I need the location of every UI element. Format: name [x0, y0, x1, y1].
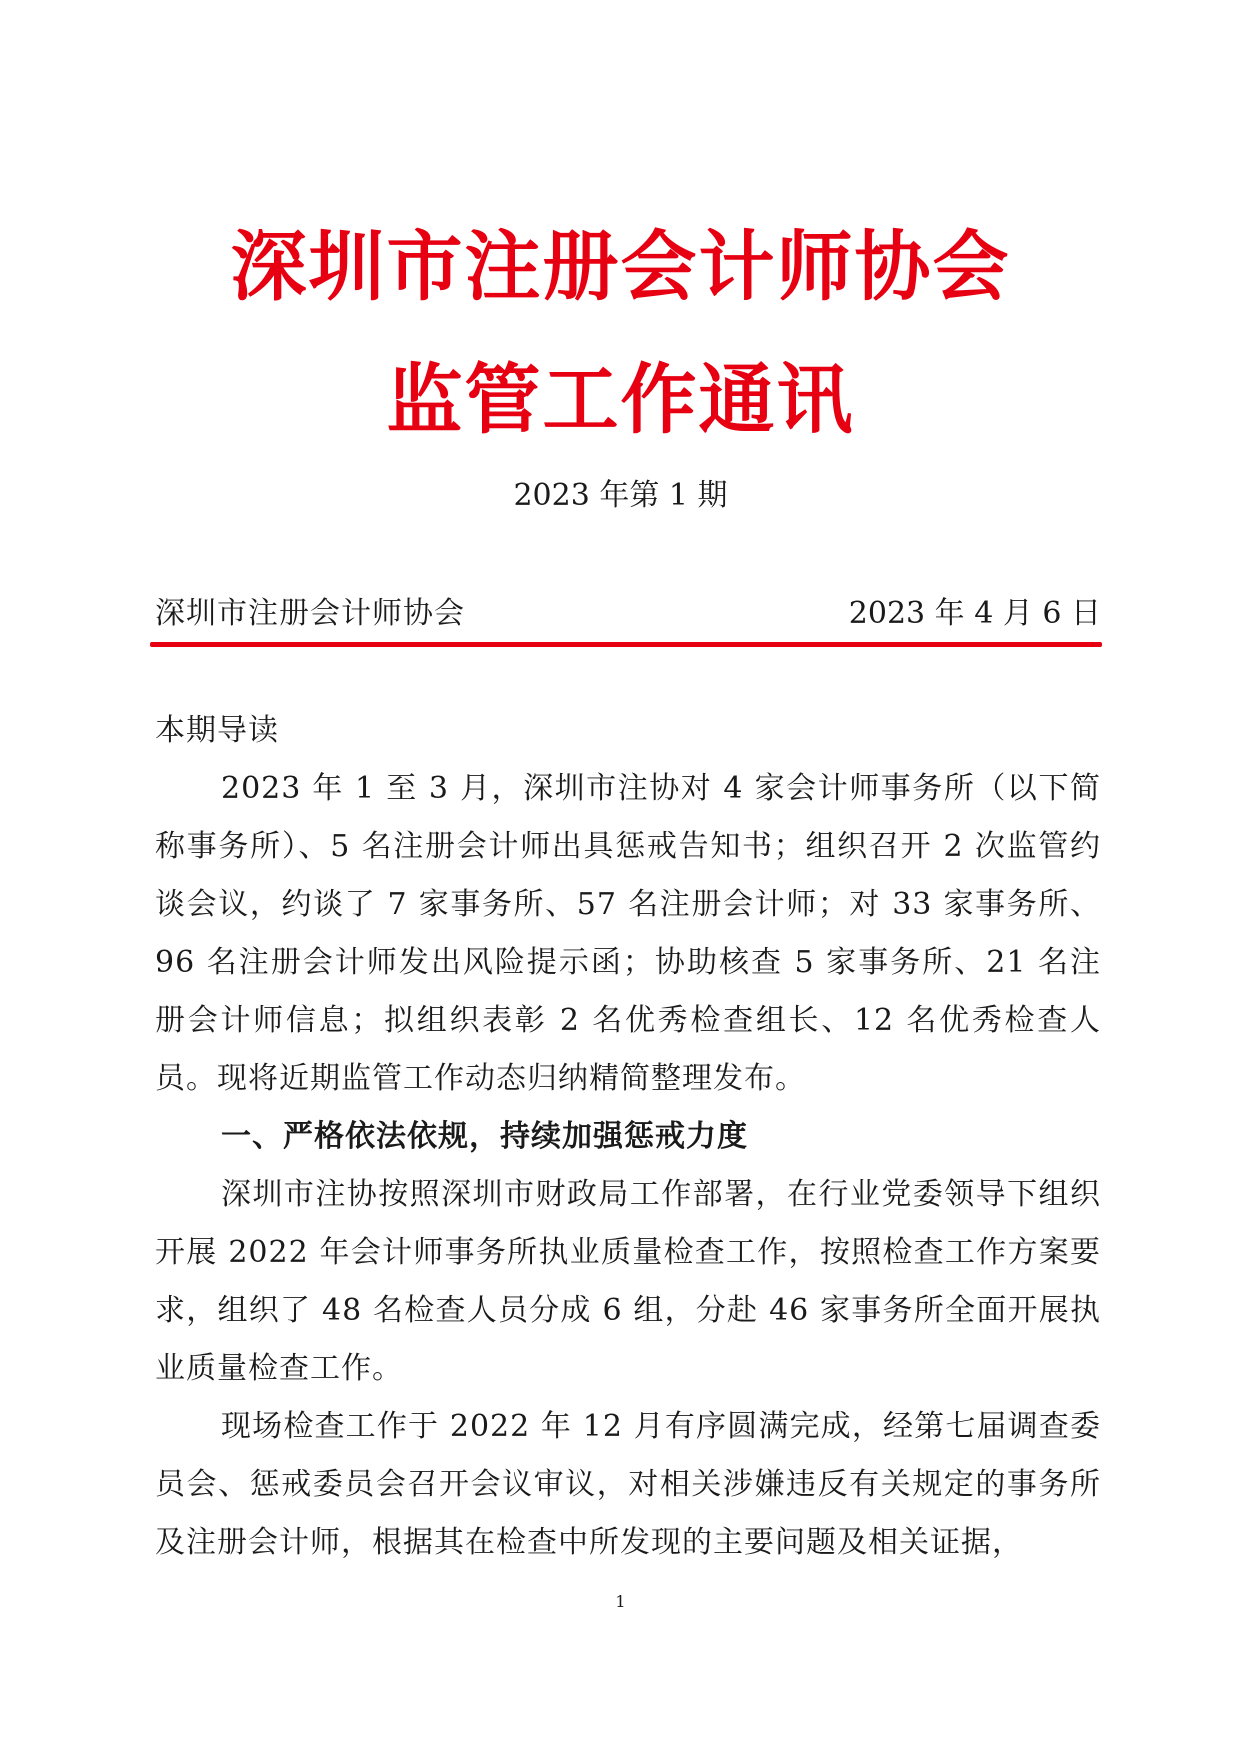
- section-paragraph: 现场检查工作于 2022 年 12 月有序圆满完成，经第七届调查委员会、惩戒委员会召开会议审议，对相关涉嫌违反有关规定的事务所及注册会计师，根据其在检查中所发现的主要问题及相关证据，: [155, 1409, 1101, 1560]
- intro-paragraph: 2023 年 1 至 3 月，深圳市注协对 4 家会计师事务所（以下简称事务所）、5 名注册会计师出具惩戒告知书；组织召开 2 次监管约谈会议，约谈了 7 家事务所、57 名注册会计师；对 33 家事务所、96 名注册会计师发出风险提示函；协助核查 5 家事务所、21 名注册会计师信息；拟组织表彰 2 名优秀检查组长、12 名优秀检查人员。现将近期监管工作动态归纳精简整理发布。: [155, 771, 1101, 1096]
- red-divider-line: [150, 642, 1102, 647]
- page-number: 1: [615, 1592, 626, 1611]
- masthead-title: 深圳市注册会计师协会: [230, 222, 1011, 311]
- section-heading: 一、严格依法依规，持续加强惩戒力度: [221, 1119, 748, 1154]
- publication-date: 2023 年 4 月 6 日: [848, 596, 1101, 631]
- publisher-name: 深圳市注册会计师协会: [155, 596, 465, 631]
- publication-header: [155, 594, 1101, 634]
- section-paragraph: 深圳市注协按照深圳市财政局工作部署，在行业党委领导下组织开展 2022 年会计师事务所执业质量检查工作，按照检查工作方案要求，组织了 48 名检查人员分成 6 组，分赴 46 家事务所全面开展执业质量检查工作。: [155, 1177, 1101, 1386]
- intro-label: 本期导读: [155, 713, 279, 748]
- masthead-subtitle: 监管工作通讯: [386, 355, 855, 444]
- issue-number: 2023 年第 1 期: [513, 478, 728, 513]
